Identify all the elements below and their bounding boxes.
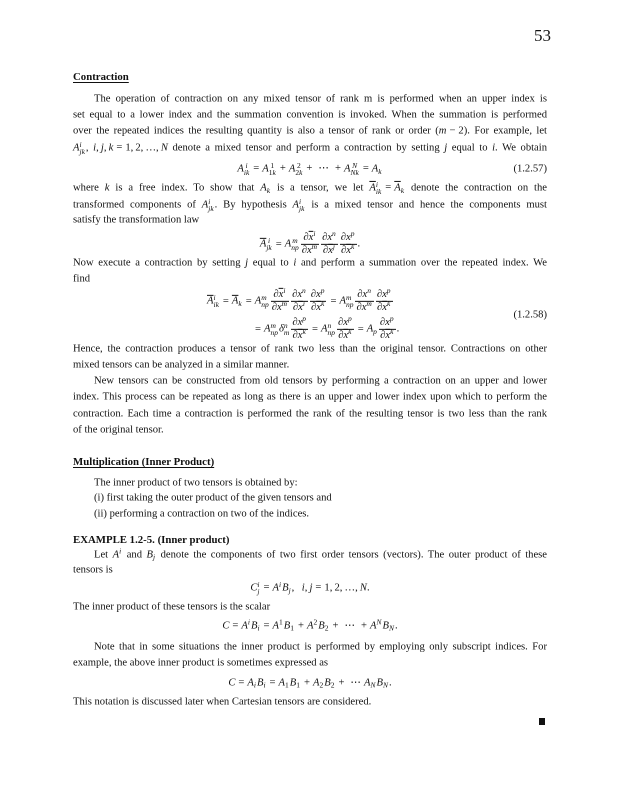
equation-outer-product: C i j = $A^iB_j$, i, j = 1, 2, …, N.: [250, 579, 370, 596]
list-item: (ii) performing a contraction on two of the indices.: [94, 508, 310, 520]
paragraph-line: The inner product of two tensors is obtained by:: [94, 477, 298, 489]
paragraph-line: example, the above inner product is sometimes expressed as: [73, 657, 329, 669]
paragraph-line: find: [73, 273, 91, 285]
paragraph-line: A i jk , i, j, k = 1, 2, …, N denote a mixed tensor and perform a contraction by setting j equal to i. We obtain: [73, 139, 547, 156]
page-number: 53: [534, 26, 551, 45]
equation-number: (1.2.58): [513, 309, 547, 321]
equation-1-2-58-line1: $\overline{A}$ i ik = $\overline{A}_k = A$ m np $\frac{\partial\overline{x}^i}{\partial x^m}$ $\frac{\partial x^n}{\partial\overline{x}^i}$ $\frac{\partial x^p}{\partial\overline{x}^k}$ = A m np $\frac{\partial x^n}{\partial x^m}$ $\frac{\partial x^p}{\partial\overline{x}^k}$: [207, 286, 391, 313]
example-heading: EXAMPLE 1.2-5. (Inner product): [73, 534, 230, 546]
paragraph-line: New tensors can be constructed from old tensors by performing a contraction on an upper and lower: [94, 375, 547, 387]
equation-subscript-inner-product: $C = A_iB_i = A_1B_1 + A_2B_2$ + ⋯ $A_NB_N$.: [228, 677, 392, 690]
equation-number: (1.2.57): [513, 163, 547, 175]
list-item: (i) first taking the outer product of the given tensors and: [94, 492, 332, 504]
section-heading-contraction: Contraction: [73, 71, 129, 83]
paragraph-line: where k is a free index. To show that $A_k$ is a tensor, we let $\overline{A}$ i ik = $\overline{A}_k$ denote the contraction on the: [73, 179, 547, 196]
paragraph-line: Note that in some situations the inner product is performed by employing only subscript indices. For: [94, 641, 547, 653]
paragraph-line: The inner product of these tensors is the scalar: [73, 601, 271, 613]
section-heading-multiplication: Multiplication (Inner Product): [73, 456, 215, 468]
paragraph-line: The operation of contraction on any mixed tensor of rank m is performed when an upper index is: [94, 93, 547, 105]
paragraph-line: set equal to a lower index and the summation convention is invoked. When the summation is performed: [73, 109, 547, 121]
equation-inner-product: $C = A^iB_i = A^1B_1 + A^2B_2$ + ⋯ + $A^NB_N$.: [222, 617, 398, 633]
paragraph-line: index. This process can be repeated as long as there is an upper and lower index upon which to perform the: [73, 391, 547, 403]
paragraph-line: transformed components of A i jk . By hypothesis A i jk is a mixed tensor and hence the components must: [73, 196, 547, 213]
equation-1-2-58-line2: = A m np δ n m $\frac{\partial x^p}{\partial\overline{x}^k}$ = A n np $\frac{\partial x^p}{\partial\overline{x}^k}$ = $A_p$ $\frac{\partial x^p}{\partial\overline{x}^k}$ .: [255, 314, 400, 341]
equation-transformation-law: $\overline{A}$ i jk = A m np $\frac{\partial\overline{x}^i}{\partial x^m}$ $\frac{\partial x^n}{\partial\overline{x}^j}$ $\frac{\partial x^p}{\partial\overline{x}^k}$ .: [259, 229, 361, 256]
paragraph-line: contraction. Each time a contraction is performed the rank of the resulting tensor is two less than the rank: [73, 408, 547, 420]
end-of-example-square: [539, 718, 545, 725]
paragraph-line: over the repeated indices the resulting quantity is also a tensor of rank or order (m − 2). For example, let: [73, 125, 547, 137]
paragraph-line: tensors is: [73, 564, 113, 576]
paragraph-line: Hence, the contraction produces a tensor of rank two less than the original tensor. Contractions on other: [73, 343, 547, 355]
paragraph-line: Let $A^i$ and $B_j$ denote the components of two first order tensors (vectors). The outer product of these: [94, 546, 548, 562]
paragraph-line: Now execute a contraction by setting j equal to i and perform a summation over the repeated index. We: [73, 257, 547, 269]
paragraph-line: satisfy the transformation law: [73, 214, 200, 226]
equation-1-2-57: A i ik = A 1 1k + A 2 2k + ⋯ + A N Nk = $A_k$: [237, 160, 382, 177]
paragraph-line: This notation is discussed later when Cartesian tensors are considered.: [73, 696, 372, 708]
paragraph-line: mixed tensors can be analyzed in a similar manner.: [73, 359, 290, 371]
paragraph-line: of the original tensor.: [73, 424, 164, 436]
